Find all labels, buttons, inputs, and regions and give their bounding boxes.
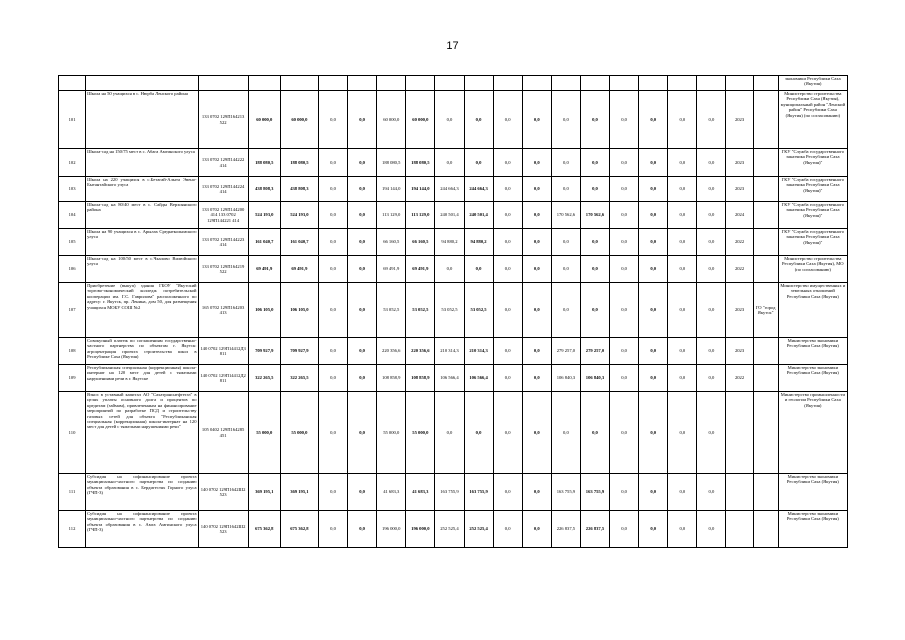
cell-name: Субсидия на софинансирование проекта муниципально-частного партнерства по созданию объекта образования в с. Амга Амгинского улуса (ГЧП-3) [86,511,198,548]
cell-municipality [753,392,778,474]
cell-municipality [753,202,778,229]
cell-total: 161 040,7 [248,229,280,256]
cell-municipality: ГО "город Якутск" [753,283,778,338]
cell-budget-code: 133 0702 129П144200 414 133 0702 129П144221 414 [198,202,248,229]
cell-value: 279 257,0 [551,338,580,365]
cell-value: 0,0 [610,283,639,338]
cell-row-number: 109 [59,365,86,392]
cell-budget-code: 133 0702 129П144223 414 [198,229,248,256]
cell-value: 0,0 [639,202,668,229]
cell-value: 41 683,3 [406,474,435,511]
cell-value: 0,0 [697,229,726,256]
cell-value: 0,0 [697,474,726,511]
cell-name: Школа-сад на 100/50 мест в с.Чкалово Вилюйского улуса [86,256,198,283]
cell-value: 0,0 [522,392,551,474]
cell-total-2: 60 000,0 [280,91,318,149]
cell-value: 0,0 [435,392,464,474]
cell-value: 170 562,6 [580,202,609,229]
cell-value: 0,0 [668,91,697,149]
table-row [59,256,848,283]
cell-value: 0,0 [318,392,347,474]
cell-value: 53 052,5 [435,283,464,338]
cell-value: 210 314,3 [464,338,493,365]
cell-municipality [753,511,778,548]
cell-municipality [753,177,778,202]
cell-value: 0,0 [522,202,551,229]
cell-value: 53 052,5 [377,283,406,338]
cell-year: 2023 [726,338,753,365]
cell-value: 0,0 [493,229,522,256]
cell-value: 69 491,9 [406,256,435,283]
cell-value: 0,0 [610,149,639,177]
cell-value: 113 129,0 [377,202,406,229]
cell-responsible: ГКУ "Служба государственного заказчика Республики Саха (Якутия)" [778,177,847,202]
cell-value: 0,0 [551,91,580,149]
table-row [59,91,848,149]
cell-name: Совокупный платеж по соглашениям государственно-частного партнерства по объектам г. Якутск: агроцентрация проекта строительства школ в Республике Саха (Якутия) [86,338,198,365]
cell-row-number: 103 [59,177,86,202]
cell-value: 0,0 [318,474,347,511]
cell-name: Школа на 50 учащихся в с. Нюрба Ленского района [86,91,198,149]
cell-value: 0,0 [348,149,377,177]
cell-total-2: 438 808,3 [280,177,318,202]
table-row [59,177,848,202]
cell-value: 252 525,4 [464,511,493,548]
cell-name: Школа-сад на 150/75 мест в с. Абага Амгинского улуса [86,149,198,177]
table-row [59,229,848,256]
cell-budget-code: 133 0702 129П164213 522 [198,91,248,149]
cell-value: 0,0 [318,365,347,392]
cell-budget-code: 165 0702 129П164203 413 [198,283,248,338]
cell-budget-code: 140 0702 129П1642Ш2 523 [198,474,248,511]
cell-value: 113 129,0 [406,202,435,229]
cell-value: 0,0 [493,256,522,283]
cell-municipality [753,365,778,392]
cell-total-2: 161 040,7 [280,229,318,256]
cell-value: 0,0 [435,149,464,177]
cell-value: 0,0 [464,149,493,177]
cell-value: 0,0 [697,338,726,365]
cell-value: 220 356,6 [377,338,406,365]
cell-value: 0,0 [493,338,522,365]
cell-value: 194 144,0 [377,177,406,202]
cell-year [726,511,753,548]
cell-value: 94 880,2 [464,229,493,256]
cell-row-number: 106 [59,256,86,283]
cell-value: 0,0 [580,229,609,256]
cell-value: 0,0 [639,365,668,392]
cell-value: 0,0 [348,256,377,283]
cell-total: 106 105,0 [248,283,280,338]
cell-value: 0,0 [318,91,347,149]
cell-value: 0,0 [610,256,639,283]
cell-value: 226 837,5 [551,511,580,548]
cell-value: 60 000,0 [406,91,435,149]
cell-value: 0,0 [697,283,726,338]
cell-value: 0,0 [318,256,347,283]
cell-value: 163 755,9 [435,474,464,511]
cell-value: 194 144,0 [406,177,435,202]
cell-value: 0,0 [348,392,377,474]
cell-responsible: экономики Республики Саха (Якутия) [778,76,847,91]
cell-value: 0,0 [610,474,639,511]
cell-value: 0,0 [551,283,580,338]
cell-value: 0,0 [580,283,609,338]
cell-value: 0,0 [668,229,697,256]
cell-value: 66 160,5 [406,229,435,256]
cell-value: 0,0 [580,149,609,177]
cell-row-number: 101 [59,91,86,149]
cell-row-number: 107 [59,283,86,338]
cell-value: 0,0 [697,91,726,149]
cell-value: 0,0 [580,256,609,283]
cell-value: 0,0 [348,91,377,149]
cell-value: 0,0 [318,177,347,202]
cell-value: 0,0 [668,283,697,338]
cell-total-2: 709 927,9 [280,338,318,365]
cell-value: 0,0 [318,511,347,548]
cell-value: 0,0 [464,392,493,474]
cell-value: 252 525,4 [435,511,464,548]
cell-value: 0,0 [639,256,668,283]
table-row-top [59,76,848,91]
cell-value: 0,0 [493,283,522,338]
cell-value: 0,0 [522,283,551,338]
cell-row-number: 112 [59,511,86,548]
cell-total-2: 106 105,0 [280,283,318,338]
cell-value: 0,0 [610,229,639,256]
table-row [59,338,848,365]
cell-value: 0,0 [493,177,522,202]
cell-value: 0,0 [639,229,668,256]
cell-responsible: Министерство экономики Республики Саха (Якутия) [778,474,847,511]
cell-value: 0,0 [668,202,697,229]
cell-municipality [753,149,778,177]
cell-year: 2022 [726,256,753,283]
cell-value: 0,0 [639,149,668,177]
cell-year: 2023 [726,177,753,202]
cell-value: 163 755,9 [580,474,609,511]
cell-row-number: 102 [59,149,86,177]
cell-budget-code: 140 0702 129П14412Д3 811 [198,338,248,365]
cell-value: 0,0 [697,149,726,177]
cell-value: 108 858,9 [377,365,406,392]
cell-responsible: Министерство строительства Республики Саха (Якутия), муниципальный район "Ленский район" Республики Саха (Якутия) (по согласованию) [778,91,847,149]
cell-value: 0,0 [522,365,551,392]
cell-value: 0,0 [639,283,668,338]
cell-name: Школа на 90 учащихся в с. Арылах Среднеколымского улуса [86,229,198,256]
cell-municipality [753,91,778,149]
cell-name: Школа-сад на 80/40 мест в с. Сайды Верхоянского района [86,202,198,229]
cell-value: 66 160,5 [377,229,406,256]
cell-value: 0,0 [551,229,580,256]
cell-value: 0,0 [435,256,464,283]
cell-value: 170 562,6 [551,202,580,229]
cell-name: Республиканская специальная (коррекционная) школа-интернат на 120 мест для детей с тяжелыми нарушениями речи в г. Якутске [86,365,198,392]
cell-value: 196 000,0 [406,511,435,548]
cell-budget-code: 105 0402 129П164285 451 [198,392,248,474]
cell-value: 55 000,0 [406,392,435,474]
cell-value: 0,0 [668,149,697,177]
cell-row-number: 104 [59,202,86,229]
cell-total-2: 69 491,9 [280,256,318,283]
cell-value: 0,0 [610,202,639,229]
cell-value: 0,0 [697,365,726,392]
cell-value: 106 840,3 [580,365,609,392]
cell-value: 0,0 [522,91,551,149]
cell-value: 244 664,3 [435,177,464,202]
cell-value: 0,0 [348,202,377,229]
cell-municipality [753,338,778,365]
cell-name: Взнос в уставный капитал АО "Сахатранснефтегаз" в целях уплаты основного долга и процентов по кредитам (займам), привлеченным на финансирование мероприятий по разработке ПСД и строительству газовых сетей для объекта "Республиканская специальная (коррекционная) школа-интернат на 120 мест для детей с тяжелыми нарушениями речи" [86,392,198,474]
cell-value: 0,0 [697,256,726,283]
cell-value: 0,0 [668,256,697,283]
cell-year: 2023 [726,91,753,149]
cell-value: 163 755,9 [464,474,493,511]
cell-year [726,474,753,511]
cell-value: 0,0 [348,511,377,548]
cell-value: 0,0 [610,365,639,392]
cell-value: 0,0 [348,229,377,256]
cell-total-2: 369 195,1 [280,474,318,511]
cell-value: 0,0 [668,392,697,474]
cell-value: 0,0 [639,338,668,365]
cell-municipality [753,229,778,256]
cell-value: 106 566,4 [464,365,493,392]
cell-value: 210 314,3 [435,338,464,365]
cell-total: 438 808,3 [248,177,280,202]
cell-responsible: Министерство промышленности и геологии Республики Саха (Якутия) [778,392,847,474]
cell-year [726,392,753,474]
table-row [59,392,848,474]
cell-value: 69 491,9 [377,256,406,283]
cell-value: 106 566,4 [435,365,464,392]
cell-value: 0,0 [493,474,522,511]
cell-name: Субсидия на софинансирование проекта муниципально-частного партнерства по созданию объекта образования в с. Бердигестях Горного улуса (ГЧП-3) [86,474,198,511]
cell-value: 0,0 [348,177,377,202]
cell-year: 2023 [726,283,753,338]
cell-value: 0,0 [522,338,551,365]
cell-responsible: Министерство имущественных и земельных отношений Республики Саха (Якутия) [778,283,847,338]
cell-value: 0,0 [348,338,377,365]
cell-budget-code: 133 0702 129П164219 522 [198,256,248,283]
cell-name: Школа на 220 учащихся в с.Бетагай-Алыта Эвено-Бытантайского улуса [86,177,198,202]
cell-value: 0,0 [493,511,522,548]
cell-value: 0,0 [697,392,726,474]
cell-total: 188 080,5 [248,149,280,177]
cell-value: 279 257,0 [580,338,609,365]
cell-value: 0,0 [610,511,639,548]
cell-value: 0,0 [522,256,551,283]
cell-value: 0,0 [348,474,377,511]
cell-value: 196 000,0 [377,511,406,548]
cell-value: 188 080,5 [377,149,406,177]
cell-value: 0,0 [318,283,347,338]
cell-municipality [753,474,778,511]
cell-value: 0,0 [522,149,551,177]
table-body [59,76,848,548]
cell-value: 0,0 [639,91,668,149]
cell-value: 0,0 [668,338,697,365]
cell-value: 0,0 [551,256,580,283]
cell-value: 0,0 [493,91,522,149]
cell-value: 0,0 [668,474,697,511]
cell-value: 108 858,9 [406,365,435,392]
cell-total: 675 362,8 [248,511,280,548]
cell-year: 2024 [726,202,753,229]
cell-municipality [753,256,778,283]
cell-value: 0,0 [464,256,493,283]
cell-value: 163 755,9 [551,474,580,511]
cell-value: 226 837,5 [580,511,609,548]
cell-value: 0,0 [668,511,697,548]
cell-responsible: ГКУ "Служба государственного заказчика Республики Саха (Якутия)" [778,202,847,229]
cell-value: 55 000,0 [377,392,406,474]
cell-value: 188 080,5 [406,149,435,177]
table-row [59,149,848,177]
cell-value: 0,0 [610,177,639,202]
cell-value: 0,0 [493,149,522,177]
cell-value: 94 880,2 [435,229,464,256]
cell-value: 0,0 [522,474,551,511]
cell-value: 0,0 [522,229,551,256]
page-number: 17 [446,40,459,52]
cell-responsible: Министерство экономики Республики Саха (Якутия) [778,338,847,365]
cell-value: 41 683,3 [377,474,406,511]
cell-value: 53 052,5 [464,283,493,338]
cell-name: Приобретение (выкуп) здания ГБОУ "Якутский торгово-экономический колледж потребительской кооперации им. Г.С. Гаврилова" расположенного по адресу: г. Якутск, пр. Ленина, дом 50, для размещения учащихся МОБУ СОШ №2 [86,283,198,338]
cell-total-2: 675 362,8 [280,511,318,548]
cell-value: 0,0 [318,338,347,365]
cell-value: 220 356,6 [406,338,435,365]
cell-total-2: 188 080,5 [280,149,318,177]
table-row [59,202,848,229]
cell-total: 524 193,0 [248,202,280,229]
cell-year: 2022 [726,229,753,256]
cell-value: 0,0 [668,365,697,392]
cell-row-number: 105 [59,229,86,256]
cell-year: 2022 [726,365,753,392]
cell-value: 0,0 [318,229,347,256]
cell-budget-code: 140 0702 129П14412Д2 811 [198,365,248,392]
cell-value: 0,0 [580,91,609,149]
cell-value: 0,0 [697,202,726,229]
cell-row-number: 111 [59,474,86,511]
cell-responsible: Министерство экономики Республики Саха (Якутия) [778,511,847,548]
budget-table [58,75,848,548]
cell-year: 2023 [726,149,753,177]
cell-value: 60 000,0 [377,91,406,149]
cell-value: 0,0 [493,202,522,229]
cell-total: 60 000,0 [248,91,280,149]
cell-value: 240 501,4 [435,202,464,229]
cell-row-number: 108 [59,338,86,365]
cell-budget-code: 140 0702 129П1642Ш2 523 [198,511,248,548]
cell-total: 55 000,0 [248,392,280,474]
cell-responsible: ГКУ "Служба государственного заказчика Республики Саха (Якутия)" [778,229,847,256]
cell-responsible: Министерство строительства Республики Саха (Якутия), МО (по согласованию) [778,256,847,283]
cell-budget-code: 133 0702 129П144222 414 [198,149,248,177]
cell-total: 69 491,9 [248,256,280,283]
cell-value: 53 052,5 [406,283,435,338]
cell-value: 0,0 [551,392,580,474]
cell-total-2: 524 193,0 [280,202,318,229]
cell-row-number: 110 [59,392,86,474]
cell-value: 0,0 [697,177,726,202]
cell-value: 244 664,3 [464,177,493,202]
cell-value: 0,0 [580,177,609,202]
cell-budget-code: 133 0702 129П144224 414 [198,177,248,202]
table-row [59,511,848,548]
cell-value: 0,0 [639,511,668,548]
table-row [59,365,848,392]
cell-value: 0,0 [639,474,668,511]
cell-responsible: Министерство экономики Республики Саха (Якутия) [778,365,847,392]
cell-value: 0,0 [493,365,522,392]
table-row [59,283,848,338]
cell-value: 0,0 [639,392,668,474]
cell-value: 0,0 [639,177,668,202]
cell-value: 0,0 [697,511,726,548]
cell-value: 0,0 [610,338,639,365]
cell-value: 106 840,3 [551,365,580,392]
cell-value: 0,0 [551,149,580,177]
cell-total: 322 265,5 [248,365,280,392]
cell-value: 0,0 [522,511,551,548]
cell-total-2: 55 000,0 [280,392,318,474]
cell-value: 0,0 [318,149,347,177]
cell-total: 709 927,9 [248,338,280,365]
cell-value: 0,0 [610,392,639,474]
table-row [59,474,848,511]
cell-value: 240 501,4 [464,202,493,229]
cell-value: 0,0 [348,283,377,338]
cell-value: 0,0 [464,91,493,149]
cell-value: 0,0 [522,177,551,202]
cell-value: 0,0 [435,91,464,149]
cell-value: 0,0 [318,202,347,229]
cell-value: 0,0 [610,91,639,149]
cell-responsible: ГКУ "Служба государственного заказчика Республики Саха (Якутия)" [778,149,847,177]
cell-value: 0,0 [493,392,522,474]
cell-value: 0,0 [551,177,580,202]
cell-value: 0,0 [348,365,377,392]
cell-value: 0,0 [580,392,609,474]
cell-value: 0,0 [668,177,697,202]
cell-total: 369 195,1 [248,474,280,511]
cell-total-2: 322 265,5 [280,365,318,392]
